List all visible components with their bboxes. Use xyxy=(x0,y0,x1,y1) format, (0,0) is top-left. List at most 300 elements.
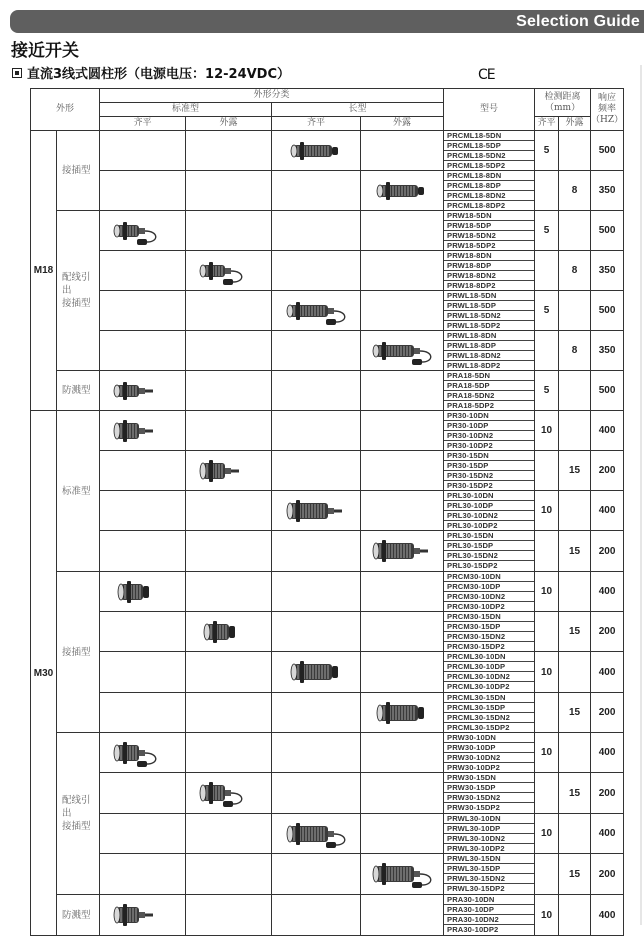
empty-cell xyxy=(100,693,186,733)
empty-cell xyxy=(186,491,272,531)
model-list-cell xyxy=(444,814,535,854)
model-list-cell xyxy=(444,131,535,171)
empty-cell xyxy=(100,612,186,652)
distance-extended-value xyxy=(559,895,591,936)
model-number: PR30-10DN2 xyxy=(444,431,534,441)
empty-cell xyxy=(186,291,272,331)
table-row xyxy=(31,531,624,572)
header-long-extended: 外露 xyxy=(361,117,444,131)
sensor-cable-std-flush-icon xyxy=(100,414,185,448)
sensor-connector-std-extended-icon xyxy=(186,615,271,649)
table-row xyxy=(31,451,624,491)
sensor-pigtail-std-flush-icon xyxy=(100,214,185,248)
model-number: PRCML30-15DP2 xyxy=(447,723,510,732)
sensor-image-cell xyxy=(100,895,186,936)
table-row xyxy=(31,895,624,936)
distance-flush-value: 5 xyxy=(535,371,559,411)
header-appearance: 外形 xyxy=(31,89,100,131)
model-number: PRW18-5DN xyxy=(444,211,534,221)
empty-cell xyxy=(361,131,444,171)
model-list-cell xyxy=(444,652,535,693)
empty-cell xyxy=(361,773,444,814)
distance-extended-value xyxy=(559,411,591,451)
sensor-image-cell xyxy=(100,371,186,411)
frequency-value: 400 xyxy=(591,572,624,612)
table-row xyxy=(31,814,624,854)
table-row xyxy=(31,171,624,211)
sensor-pigtail-long-flush-icon xyxy=(272,817,360,851)
model-number: PRWL30-15DP xyxy=(444,864,534,874)
empty-cell xyxy=(272,854,361,895)
table-row xyxy=(31,733,624,773)
empty-cell xyxy=(272,895,361,936)
model-number: PRCM30-15DN xyxy=(444,612,534,622)
sensor-pigtail-long-flush-icon xyxy=(272,294,360,328)
empty-cell xyxy=(186,531,272,572)
sensor-image-cell xyxy=(186,612,272,652)
model-list-cell xyxy=(444,451,535,491)
distance-extended-value: 8 xyxy=(559,331,591,371)
empty-cell xyxy=(272,773,361,814)
model-list-cell xyxy=(444,531,535,572)
model-number: PRCML30-10DP xyxy=(444,662,534,672)
empty-cell xyxy=(100,531,186,572)
empty-cell xyxy=(272,451,361,491)
table-row xyxy=(31,211,624,251)
header-standard: 标准型 xyxy=(100,103,272,117)
type-label: 接插型 xyxy=(57,131,100,211)
banner-title: Selection Guide xyxy=(516,12,640,30)
model-list-cell xyxy=(444,895,535,936)
table-row xyxy=(31,491,624,531)
model-number: PRL30-15DP xyxy=(444,541,534,551)
distance-extended-value: 15 xyxy=(559,693,591,733)
distance-flush-value: 5 xyxy=(535,131,559,171)
distance-flush-value: 10 xyxy=(535,491,559,531)
distance-flush-value xyxy=(535,854,559,895)
empty-cell xyxy=(186,131,272,171)
header-standard-flush: 齐平 xyxy=(100,117,186,131)
distance-extended-value: 8 xyxy=(559,171,591,211)
frequency-value: 500 xyxy=(591,131,624,171)
section-subtitle xyxy=(12,63,290,82)
empty-cell xyxy=(361,491,444,531)
empty-cell xyxy=(361,451,444,491)
ce-mark-icon: CE xyxy=(478,67,495,83)
sensor-image-cell xyxy=(272,652,361,693)
sensor-pigtail-std-extended-icon xyxy=(186,254,271,288)
type-label: 防溅型 xyxy=(57,371,100,411)
table-row xyxy=(31,251,624,291)
model-number: PRA30-10DP2 xyxy=(447,925,499,934)
model-number: PRW30-10DN2 xyxy=(444,753,534,763)
frequency-value: 500 xyxy=(591,211,624,251)
empty-cell xyxy=(272,211,361,251)
type-label: 配线引出 接插型 xyxy=(57,211,100,371)
frequency-value: 400 xyxy=(591,733,624,773)
empty-cell xyxy=(186,854,272,895)
model-number: PRCM30-10DN2 xyxy=(444,592,534,602)
sensor-image-cell xyxy=(100,733,186,773)
model-number: PRW30-10DN xyxy=(444,733,534,743)
model-number: PRWL30-10DN xyxy=(444,814,534,824)
empty-cell xyxy=(186,733,272,773)
empty-cell xyxy=(100,171,186,211)
distance-extended-value xyxy=(559,131,591,171)
empty-cell xyxy=(272,411,361,451)
empty-cell xyxy=(272,572,361,612)
empty-cell xyxy=(186,895,272,936)
distance-flush-value xyxy=(535,331,559,371)
sensor-splashproof-flush-icon xyxy=(100,374,185,408)
model-number: PRCML30-15DN2 xyxy=(444,713,534,723)
header-shape-class: 外形分类 xyxy=(100,89,444,103)
model-number: PRWL18-5DN2 xyxy=(444,311,534,321)
sensor-pigtail-std-flush-icon xyxy=(100,736,185,770)
distance-extended-value: 8 xyxy=(559,251,591,291)
model-number: PRW18-5DP2 xyxy=(447,241,496,250)
model-number: PRCML18-5DP xyxy=(444,141,534,151)
empty-cell xyxy=(272,612,361,652)
model-number: PRA18-5DP2 xyxy=(447,401,495,410)
model-number: PRW18-8DP2 xyxy=(447,281,496,290)
distance-extended-value xyxy=(559,572,591,612)
model-number: PRWL18-8DN2 xyxy=(444,351,534,361)
distance-flush-value xyxy=(535,171,559,211)
model-number: PRCML30-10DN xyxy=(444,652,534,662)
model-number: PR30-10DN xyxy=(444,411,534,421)
empty-cell xyxy=(272,531,361,572)
sensor-image-cell xyxy=(361,693,444,733)
table-row xyxy=(31,411,624,451)
distance-flush-value: 10 xyxy=(535,572,559,612)
model-number: PRWL18-8DN xyxy=(444,331,534,341)
bullet-square-icon xyxy=(12,68,22,78)
distance-flush-value: 10 xyxy=(535,814,559,854)
empty-cell xyxy=(361,733,444,773)
frequency-value: 500 xyxy=(591,291,624,331)
header-distance-label: 检测距离 xyxy=(544,91,581,102)
distance-extended-value: 15 xyxy=(559,451,591,491)
model-number: PRCML18-8DN xyxy=(444,171,534,181)
table-row xyxy=(31,854,624,895)
model-number: PRWL18-5DN xyxy=(444,291,534,301)
model-number: PRA18-5DN2 xyxy=(444,391,534,401)
model-number: PRWL18-8DP2 xyxy=(447,361,501,370)
header-distance-unit: （mm） xyxy=(545,102,581,113)
distance-flush-value: 5 xyxy=(535,211,559,251)
model-number: PRCML18-8DP2 xyxy=(447,201,506,210)
model-number: PRW30-15DP2 xyxy=(447,803,500,812)
empty-cell xyxy=(272,251,361,291)
model-number: PRWL30-15DN2 xyxy=(444,874,534,884)
empty-cell xyxy=(272,693,361,733)
table-row xyxy=(31,572,624,612)
distance-flush-value xyxy=(535,693,559,733)
frequency-value: 200 xyxy=(591,773,624,814)
distance-flush-value xyxy=(535,531,559,572)
frequency-value: 200 xyxy=(591,531,624,572)
model-number: PRWL30-10DP2 xyxy=(447,844,505,853)
model-number: PRL30-10DN xyxy=(444,491,534,501)
type-label: 防溅型 xyxy=(57,895,100,936)
model-number: PR30-10DP xyxy=(444,421,534,431)
table-row xyxy=(31,371,624,411)
model-number: PRW30-15DN xyxy=(444,773,534,783)
distance-flush-value: 10 xyxy=(535,411,559,451)
distance-extended-value: 15 xyxy=(559,854,591,895)
type-label: 接插型 xyxy=(57,572,100,733)
model-number: PRCML18-5DN xyxy=(444,131,534,141)
distance-flush-value xyxy=(535,251,559,291)
model-list-cell xyxy=(444,572,535,612)
model-list-cell xyxy=(444,291,535,331)
model-number: PRCML30-15DP xyxy=(444,703,534,713)
empty-cell xyxy=(100,291,186,331)
model-number: PR30-15DN xyxy=(444,451,534,461)
model-number: PRA18-5DP xyxy=(444,381,534,391)
empty-cell xyxy=(186,693,272,733)
model-list-cell xyxy=(444,411,535,451)
sensor-image-cell xyxy=(272,131,361,171)
sensor-cable-long-extended-icon xyxy=(361,534,443,568)
model-number: PRCML30-10DP2 xyxy=(447,682,510,691)
model-number: PRWL18-5DP xyxy=(444,301,534,311)
empty-cell xyxy=(186,371,272,411)
model-number: PRL30-15DN xyxy=(444,531,534,541)
empty-cell xyxy=(272,171,361,211)
model-number: PRWL18-5DP2 xyxy=(447,321,501,330)
sensor-image-cell xyxy=(100,211,186,251)
distance-flush-value xyxy=(535,773,559,814)
empty-cell xyxy=(361,814,444,854)
model-number: PRA30-10DP xyxy=(444,905,534,915)
empty-cell xyxy=(361,291,444,331)
sensor-cable-std-extended-icon xyxy=(186,454,271,488)
sensor-splashproof-flush-icon xyxy=(100,898,185,932)
distance-extended-value xyxy=(559,371,591,411)
header-long: 长型 xyxy=(272,103,444,117)
distance-flush-value xyxy=(535,451,559,491)
model-list-cell xyxy=(444,371,535,411)
sensor-image-cell xyxy=(186,773,272,814)
model-list-cell xyxy=(444,773,535,814)
empty-cell xyxy=(361,251,444,291)
model-list-cell xyxy=(444,491,535,531)
empty-cell xyxy=(100,854,186,895)
model-list-cell xyxy=(444,854,535,895)
model-number: PRW30-15DP xyxy=(444,783,534,793)
size-label: M18 xyxy=(31,131,57,411)
sensor-image-cell xyxy=(272,291,361,331)
empty-cell xyxy=(100,652,186,693)
header-standard-extended: 外露 xyxy=(186,117,272,131)
frequency-value: 400 xyxy=(591,652,624,693)
empty-cell xyxy=(186,814,272,854)
frequency-value: 200 xyxy=(591,451,624,491)
header-frequency-unit: （HZ） xyxy=(591,115,624,125)
sensor-connector-long-extended-icon xyxy=(361,174,443,208)
empty-cell xyxy=(100,491,186,531)
frequency-value: 200 xyxy=(591,612,624,652)
distance-extended-value xyxy=(559,652,591,693)
empty-cell xyxy=(272,371,361,411)
model-number: PRWL30-10DP xyxy=(444,824,534,834)
empty-cell xyxy=(361,211,444,251)
model-number: PRL30-15DN2 xyxy=(444,551,534,561)
header-frequency xyxy=(591,89,624,131)
model-number: PRL30-10DP xyxy=(444,501,534,511)
sensor-image-cell xyxy=(186,451,272,491)
model-number: PRW18-5DN2 xyxy=(444,231,534,241)
table-row xyxy=(31,291,624,331)
model-number: PRW30-15DN2 xyxy=(444,793,534,803)
table-row xyxy=(31,612,624,652)
empty-cell xyxy=(100,814,186,854)
empty-cell xyxy=(361,411,444,451)
frequency-value: 350 xyxy=(591,251,624,291)
frequency-value: 400 xyxy=(591,895,624,936)
empty-cell xyxy=(361,895,444,936)
empty-cell xyxy=(361,572,444,612)
table-row xyxy=(31,652,624,693)
model-number: PRCML30-10DN2 xyxy=(444,672,534,682)
sensor-image-cell xyxy=(361,331,444,371)
model-number: PRW18-5DP xyxy=(444,221,534,231)
header-distance-flush: 齐平 xyxy=(535,117,559,131)
model-number: PRWL30-10DN2 xyxy=(444,834,534,844)
distance-extended-value: 15 xyxy=(559,612,591,652)
type-label: 标准型 xyxy=(57,411,100,572)
sensor-image-cell xyxy=(361,531,444,572)
distance-extended-value xyxy=(559,814,591,854)
model-list-cell xyxy=(444,171,535,211)
frequency-value: 500 xyxy=(591,371,624,411)
model-number: PRW30-10DP xyxy=(444,743,534,753)
model-number: PRCM30-15DP2 xyxy=(447,642,505,651)
type-label: 配线引出 接插型 xyxy=(57,733,100,895)
distance-extended-value xyxy=(559,491,591,531)
frequency-value: 400 xyxy=(591,411,624,451)
table-row xyxy=(31,773,624,814)
empty-cell xyxy=(361,612,444,652)
sensor-image-cell xyxy=(361,854,444,895)
model-number: PRCML18-8DN2 xyxy=(444,191,534,201)
empty-cell xyxy=(186,331,272,371)
model-list-cell xyxy=(444,733,535,773)
section-banner xyxy=(10,10,644,33)
sensor-image-cell xyxy=(272,491,361,531)
empty-cell xyxy=(100,251,186,291)
model-number: PRA30-10DN2 xyxy=(444,915,534,925)
sensor-image-cell xyxy=(100,572,186,612)
model-list-cell xyxy=(444,331,535,371)
model-number: PRW18-8DP xyxy=(444,261,534,271)
distance-extended-value xyxy=(559,733,591,773)
empty-cell xyxy=(100,331,186,371)
header-distance-extended: 外露 xyxy=(559,117,591,131)
model-number: PRL30-15DP2 xyxy=(447,561,498,570)
model-number: PRW18-8DN xyxy=(444,251,534,261)
model-number: PRW30-10DP2 xyxy=(447,763,500,772)
model-number: PRL30-10DP2 xyxy=(447,521,498,530)
empty-cell xyxy=(186,572,272,612)
distance-extended-value xyxy=(559,291,591,331)
model-number: PRCML18-5DP2 xyxy=(447,161,506,170)
model-number: PRCM30-10DP xyxy=(444,582,534,592)
model-number: PRCML18-8DP xyxy=(444,181,534,191)
distance-extended-value: 15 xyxy=(559,773,591,814)
sensor-pigtail-long-extended-icon xyxy=(361,334,443,368)
empty-cell xyxy=(361,652,444,693)
frequency-value: 400 xyxy=(591,491,624,531)
header-model: 型号 xyxy=(444,89,535,131)
distance-flush-value: 10 xyxy=(535,895,559,936)
sensor-connector-long-flush-icon xyxy=(272,655,360,689)
empty-cell xyxy=(186,171,272,211)
sensor-image-cell xyxy=(186,251,272,291)
distance-flush-value xyxy=(535,612,559,652)
empty-cell xyxy=(186,652,272,693)
page-title: 接近开关 xyxy=(11,41,79,61)
subtitle-text: 直流3线式圆柱形（电源电压：12-24VDC） xyxy=(27,67,291,82)
empty-cell xyxy=(186,411,272,451)
model-number: PR30-15DN2 xyxy=(444,471,534,481)
header-distance xyxy=(535,89,591,117)
distance-flush-value: 5 xyxy=(535,291,559,331)
model-number: PRA30-10DN xyxy=(444,895,534,905)
empty-cell xyxy=(100,773,186,814)
sensor-connector-long-extended-icon xyxy=(361,696,443,730)
model-number: PRW18-8DN2 xyxy=(444,271,534,281)
model-number: PRCM30-10DP2 xyxy=(447,602,505,611)
model-number: PRCML18-5DN2 xyxy=(444,151,534,161)
distance-extended-value: 15 xyxy=(559,531,591,572)
sensor-pigtail-long-extended-icon xyxy=(361,857,443,891)
model-number: PRCM30-15DN2 xyxy=(444,632,534,642)
distance-extended-value xyxy=(559,211,591,251)
frequency-value: 400 xyxy=(591,814,624,854)
sensor-image-cell xyxy=(272,814,361,854)
frequency-value: 350 xyxy=(591,171,624,211)
model-number: PRCM30-15DP xyxy=(444,622,534,632)
table-row xyxy=(31,693,624,733)
model-number: PR30-15DP2 xyxy=(447,481,493,490)
sensor-cable-long-flush-icon xyxy=(272,494,360,528)
model-number: PR30-15DP xyxy=(444,461,534,471)
size-label: M30 xyxy=(31,411,57,936)
empty-cell xyxy=(100,451,186,491)
model-number: PRCML30-15DN xyxy=(444,693,534,703)
model-list-cell xyxy=(444,211,535,251)
model-list-cell xyxy=(444,251,535,291)
distance-flush-value: 10 xyxy=(535,652,559,693)
empty-cell xyxy=(272,733,361,773)
sensor-image-cell xyxy=(100,411,186,451)
empty-cell xyxy=(361,371,444,411)
frequency-value: 200 xyxy=(591,693,624,733)
model-number: PRA18-5DN xyxy=(444,371,534,381)
sensor-connector-long-flush-icon xyxy=(272,134,360,168)
frequency-value: 350 xyxy=(591,331,624,371)
sensor-image-cell xyxy=(361,171,444,211)
model-list-cell xyxy=(444,612,535,652)
model-list-cell xyxy=(444,693,535,733)
distance-flush-value: 10 xyxy=(535,733,559,773)
sensor-pigtail-std-extended-icon xyxy=(186,776,271,810)
sensor-connector-std-flush-icon xyxy=(100,575,185,609)
model-number: PRL30-10DN2 xyxy=(444,511,534,521)
